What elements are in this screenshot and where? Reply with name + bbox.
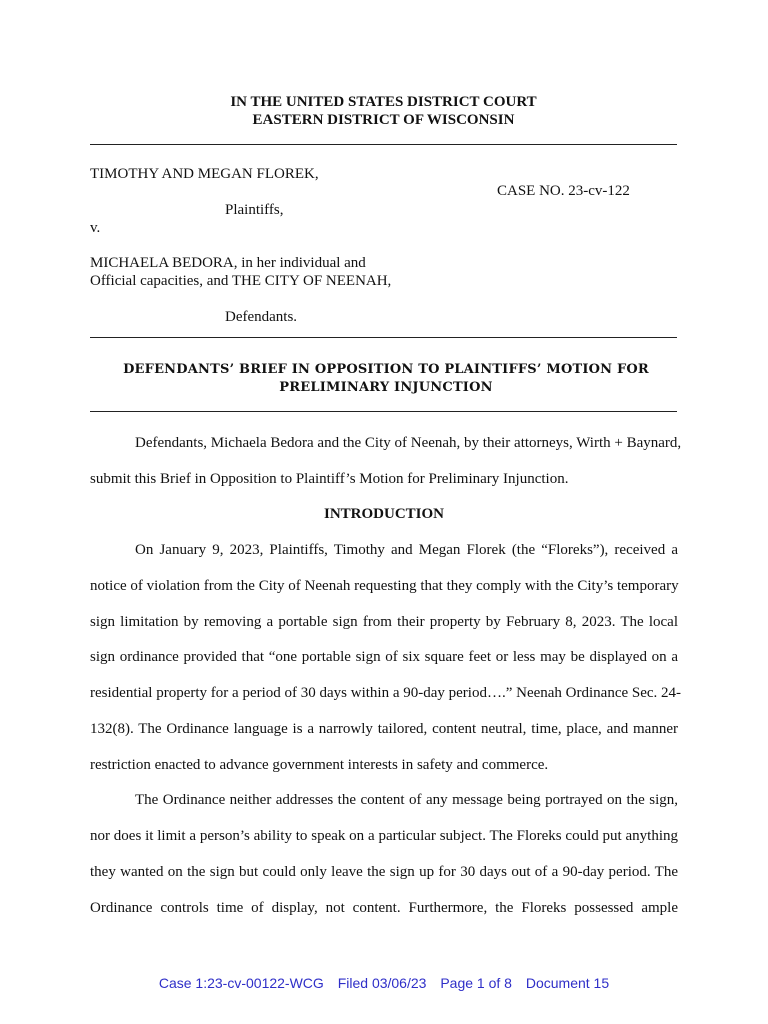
brief-title-line1: DEFENDANTS’ BRIEF IN OPPOSITION TO PLAINTIFFS’ MOTION FOR (123, 362, 649, 377)
header-divider (90, 144, 677, 145)
footer-document-number: Document 15 (525, 975, 610, 991)
plaintiffs-label: Plaintiffs, (225, 202, 284, 218)
body-line: restriction enacted to advance government interests in safety and commerce. (90, 757, 549, 773)
body-line: residential property for a period of 30 days within a 90-day period….” Neenah Ordinance Sec. 24- (90, 685, 682, 701)
body-line: notice of violation from the City of Neenah requesting that they comply with the City’s temporary (90, 578, 679, 594)
footer-case-number: Case 1:23-cv-00122-WCG (158, 975, 324, 991)
body-line: submit this Brief in Opposition to Plaintiff’s Motion for Preliminary Injunction. (90, 471, 569, 487)
introduction-heading: INTRODUCTION (323, 506, 444, 522)
defendants-label: Defendants. (225, 309, 298, 325)
body-line: 132(8). The Ordinance language is a narrowly tailored, content neutral, time, place, and manner (90, 721, 678, 737)
versus: v. (90, 220, 101, 236)
title-divider (90, 411, 677, 412)
footer-page-number: Page 1 of 8 (440, 975, 512, 991)
body-line: On January 9, 2023, Plaintiffs, Timothy and Megan Florek (the “Floreks”), received a (135, 542, 678, 558)
body-line: Defendants, Michaela Bedora and the City of Neenah, by their attorneys, Wirth + Baynard, (135, 435, 682, 451)
caption-divider (90, 337, 677, 338)
filing-stamp (0, 974, 768, 992)
body-line: The Ordinance neither addresses the content of any message being portrayed on the sign, (135, 792, 678, 808)
court-district: EASTERN DISTRICT OF WISCONSIN (252, 112, 515, 128)
defendants-names-line2: Official capacities, and THE CITY OF NEENAH, (90, 273, 392, 289)
body-line: Ordinance controls time of display, not content. Furthermore, the Floreks possessed ample (90, 900, 678, 916)
body-line: nor does it limit a person’s ability to speak on a particular subject. The Floreks could put anything (90, 828, 678, 844)
defendants-names-line1: MICHAELA BEDORA, in her individual and (90, 255, 366, 271)
body-line: they wanted on the sign but could only leave the sign up for 30 days out of a 90-day period. The (90, 864, 678, 880)
body-line: sign limitation by removing a portable sign from their property by February 8, 2023. The local (90, 614, 678, 630)
plaintiffs-names: TIMOTHY AND MEGAN FLOREK, (90, 166, 319, 182)
case-number: CASE NO. 23-cv-122 (497, 183, 630, 199)
body-line: sign ordinance provided that “one portable sign of six square feet or less may be displayed on a (90, 649, 678, 665)
footer-filed-date: Filed 03/06/23 (337, 975, 427, 991)
brief-title-line2: PRELIMINARY INJUNCTION (279, 380, 493, 395)
court-name: IN THE UNITED STATES DISTRICT COURT (230, 94, 537, 110)
